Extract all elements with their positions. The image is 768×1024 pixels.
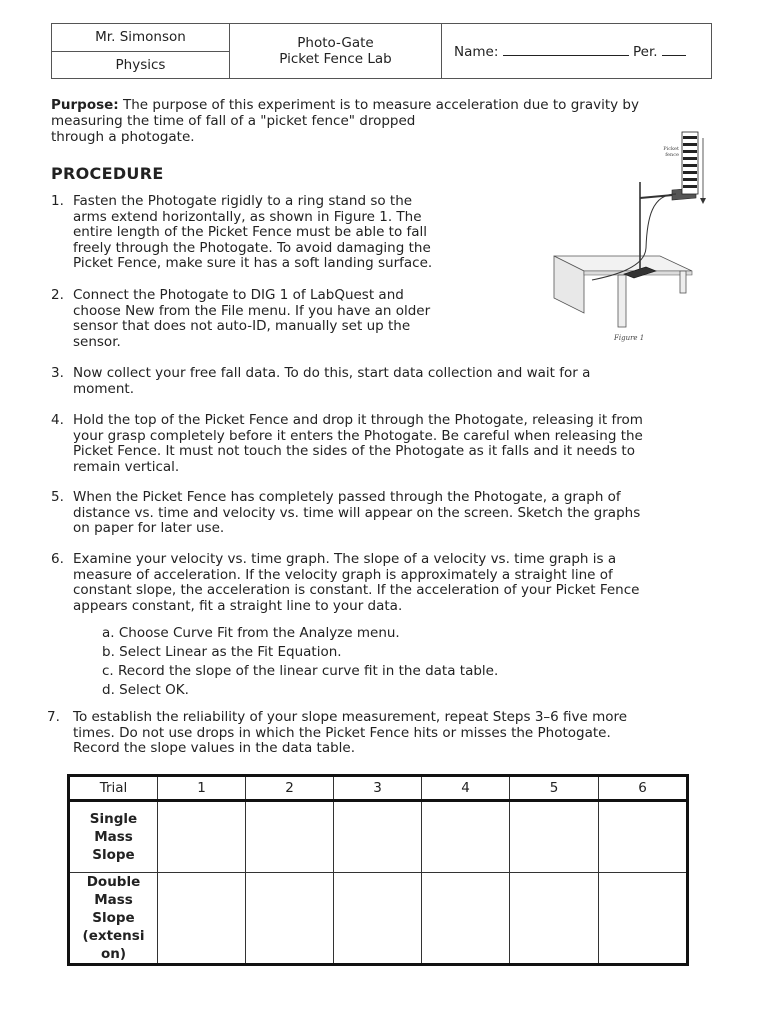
data-cell[interactable] [158, 873, 246, 965]
step-line: measure of acceleration. If the velocity graph is approximately a straight line of [73, 566, 613, 583]
substep-b: b. Select Linear as the Fit Equation. [102, 644, 342, 660]
lab-title-line1: Photo-Gate [297, 35, 374, 51]
data-cell[interactable] [334, 801, 422, 873]
row-label-line: (extensi [82, 928, 145, 944]
step-line: To establish the reliability of your slope measurement, repeat Steps 3–6 five more [73, 709, 628, 725]
step-line: remain vertical. [73, 458, 180, 475]
row-label-line: Single [89, 811, 138, 827]
purpose-line1: The purpose of this experiment is to measure acceleration due to gravity by [123, 97, 639, 113]
step-line: Examine your velocity vs. time graph. The slope of a velocity vs. time graph is a [73, 551, 617, 567]
procedure-substeps [102, 624, 498, 700]
trial-4-header: 4 [422, 776, 510, 801]
data-cell[interactable] [510, 873, 599, 965]
lab-title-line2: Picket Fence Lab [279, 51, 392, 67]
name-period-cell [442, 24, 712, 79]
step-line: constant slope, the acceleration is constant. If the acceleration of your Picket Fence [73, 582, 640, 598]
procedure-step-6 [51, 552, 731, 614]
step-number: 6. [51, 551, 64, 567]
data-cell[interactable] [599, 873, 688, 965]
step-line: Connect the Photogate to DIG 1 of LabQuest and [73, 287, 404, 303]
procedure-heading: PROCEDURE [51, 164, 164, 183]
picket-fence [682, 132, 698, 194]
step-line: times. Do not use drops in which the Picket Fence hits or misses the Photogate. [73, 724, 611, 741]
substep-c: c. Record the slope of the linear curve fit in the data table. [102, 663, 499, 679]
row-label-line: Mass [94, 829, 133, 845]
step-line: When the Picket Fence has completely passed through the Photogate, a graph of [73, 489, 621, 505]
purpose-label: Purpose: [51, 97, 119, 113]
row-label-line: Slope [92, 847, 135, 863]
procedure-step-1 [51, 194, 481, 272]
step-number: 3. [51, 365, 64, 381]
step-number: 5. [51, 489, 64, 505]
teacher-cell [52, 24, 230, 52]
row-label-line: Mass [94, 892, 133, 908]
step-line: sensor. [73, 333, 121, 350]
row-label-line: Double [86, 874, 141, 890]
table-row [69, 801, 688, 873]
step-line: Record the slope values in the data table. [73, 740, 356, 756]
step-line: Fasten the Photogate rigidly to a ring stand so the [73, 193, 413, 209]
procedure-step-5 [51, 490, 731, 537]
table-leg [680, 271, 686, 293]
step-line: your grasp completely before it enters the Photogate. Be careful when releasing the [73, 427, 643, 444]
header-table [51, 23, 712, 79]
data-cell[interactable] [158, 801, 246, 873]
teacher-name: Mr. Simonson [95, 29, 186, 46]
step-line: arms extend horizontally, as shown in Figure 1. The [73, 208, 422, 225]
step-number: 7. [47, 709, 60, 725]
figure-1-illustration [552, 128, 712, 342]
trial-1-header: 1 [158, 776, 246, 801]
data-cell[interactable] [246, 873, 334, 965]
subject-cell [52, 51, 230, 79]
period-blank[interactable] [662, 43, 686, 56]
step-number: 1. [51, 193, 64, 209]
name-blank[interactable] [503, 43, 629, 56]
step-line: entire length of the Picket Fence must be able to fall [73, 224, 428, 240]
row-label-line: Slope [92, 910, 135, 926]
substep-a: a. Choose Curve Fit from the Analyze menu. [102, 625, 400, 641]
procedure-step-2 [51, 288, 481, 350]
trial-6-header: 6 [599, 776, 688, 801]
step-line: Hold the top of the Picket Fence and drop it through the Photogate, releasing it from [73, 412, 643, 428]
step-line: distance vs. time and velocity vs. time will appear on the screen. Sketch the graphs [73, 504, 641, 521]
subject-name: Physics [115, 56, 166, 73]
step-line: sensor that does not auto-ID, manually set up the [73, 318, 411, 334]
data-cell[interactable] [334, 873, 422, 965]
figure-caption: Figure 1 [614, 334, 645, 342]
trial-3-header: 3 [334, 776, 422, 801]
table-row [69, 873, 688, 965]
procedure-step-7 [47, 709, 731, 757]
name-label: Name: [454, 43, 499, 60]
fence-label: fence [665, 152, 679, 158]
step-line: Picket Fence, make sure it has a soft landing surface. [73, 255, 433, 271]
step-line: on paper for later use. [73, 520, 225, 536]
picket-label: Picket [663, 146, 679, 152]
data-cell[interactable] [510, 801, 599, 873]
step-line: freely through the Photogate. To avoid damaging the [73, 239, 431, 256]
substep-d: d. Select OK. [102, 682, 189, 698]
trial-2-header: 2 [246, 776, 334, 801]
table-leg [618, 275, 626, 327]
step-line: Picket Fence. It must not touch the sides of the Photogate as it falls and it needs to [73, 443, 635, 459]
procedure-step-4 [51, 413, 731, 475]
trial-5-header: 5 [510, 776, 599, 801]
step-line: moment. [73, 380, 135, 397]
step-number: 4. [51, 412, 64, 428]
step-line: Now collect your free fall data. To do this, start data collection and wait for a [73, 365, 591, 381]
data-table [67, 774, 689, 966]
trial-header: Trial [69, 776, 158, 801]
procedure-step-3 [51, 366, 731, 397]
step-line: choose New from the File menu. If you have an older [73, 302, 431, 319]
purpose-line3: through a photogate. [51, 129, 195, 145]
period-label: Per. [632, 43, 658, 60]
data-cell[interactable] [246, 801, 334, 873]
row-label-line: on) [100, 946, 127, 962]
data-cell[interactable] [422, 801, 510, 873]
data-cell[interactable] [422, 873, 510, 965]
data-cell[interactable] [599, 801, 688, 873]
step-number: 2. [51, 287, 64, 303]
lab-title-cell [230, 24, 442, 79]
step-line: appears constant, fit a straight line to your data. [73, 597, 403, 614]
single-mass-slope-label [69, 801, 158, 873]
double-mass-slope-label [69, 873, 158, 965]
purpose-line2: measuring the time of fall of a "picket fence" dropped [51, 113, 416, 129]
